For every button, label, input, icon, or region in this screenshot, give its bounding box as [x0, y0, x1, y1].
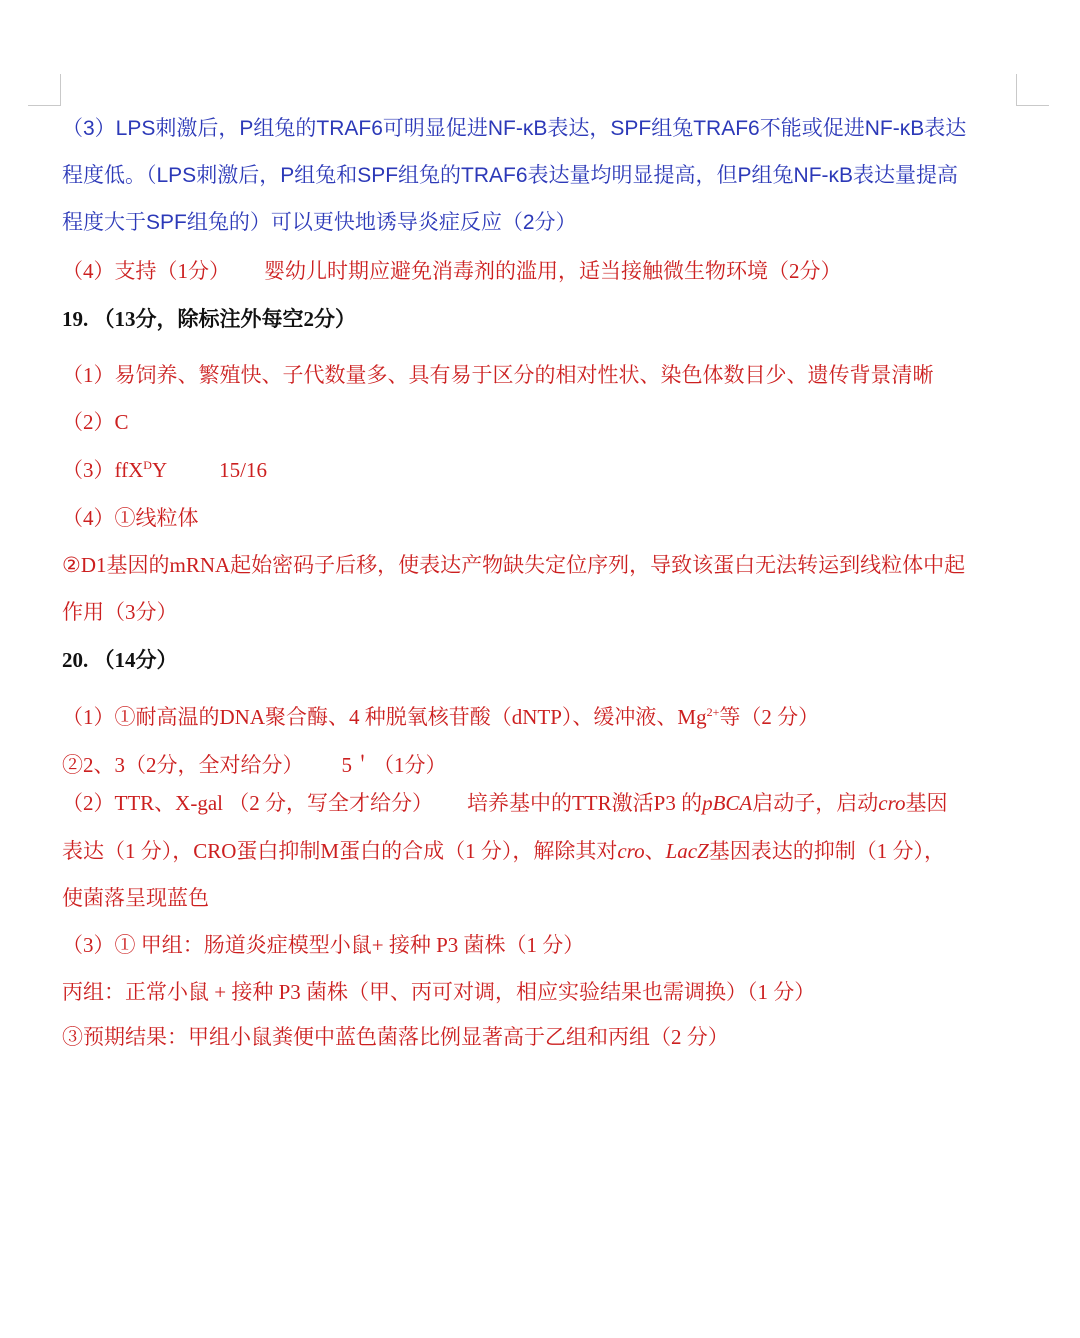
q20-part1-line2: [62, 751, 1022, 779]
crop-mark-right-vertical: [1016, 74, 1017, 106]
q20-part2-mech-a: 培养基中的TTR激活P3 的: [466, 791, 703, 815]
q20-part2-gene-cro: cro: [878, 791, 906, 815]
q20-part2-inducers: （2）TTR、X-gal （2 分，写全才给分）: [62, 791, 433, 815]
q18-part4-answer: （4）支持（1分）: [62, 259, 230, 283]
q18-part3-line3: 程度大于SPF组兔的）可以更快地诱导炎症反应（2分）: [62, 211, 577, 234]
q20-part2-line2-c: 基因表达的抑制（1 分），: [708, 839, 946, 863]
q20-part1-end: 5＇（1分）: [341, 753, 447, 777]
q20-part2-line2-lacz: LacZ: [665, 839, 709, 863]
q20-part3-group-a: （3）① 甲组：肠道炎症模型小鼠+ 接种 P3 菌株（1 分）: [62, 933, 585, 957]
q19-part3-genotype-suffix: Y: [151, 458, 168, 482]
q20-part2-line2-a: 表达（1 分），CRO蛋白抑制M蛋白的合成（1 分），解除其对: [62, 839, 618, 863]
q20-part2-line2-cro: cro: [617, 839, 645, 863]
q20-part1-score: 等（2 分）: [719, 705, 820, 729]
q20-part1-line1: [62, 703, 1022, 731]
q19-heading: 19. （13分，除标注外每空2分）: [62, 307, 356, 331]
q19-part3-genotype-prefix: （3）ffX: [62, 458, 144, 482]
q20-part1-primers: ②2、3（2分，全对给分）: [62, 753, 304, 777]
q20-heading: 20. （14分）: [62, 648, 178, 672]
q19-part4-a: （4）①线粒体: [62, 506, 199, 530]
q20-part2-mech-b: 启动子，启动: [752, 791, 879, 815]
q20-part2-promoter: pBCA: [702, 791, 753, 815]
q19-part4-b-line2: 作用（3分）: [62, 600, 178, 624]
q20-part3-expected-result: ③预期结果：甲组小鼠粪便中蓝色菌落比例显著高于乙组和丙组（2 分）: [62, 1025, 729, 1049]
q19-part3: [62, 456, 1022, 484]
q20-part2-mech-c: 基因: [905, 791, 948, 815]
q20-part1-reagents: （1）①耐高温的DNA聚合酶、4 种脱氧核苷酸（dNTP）、缓冲液、Mg: [62, 705, 707, 729]
q18-part4-explanation: 婴幼儿时期应避免消毒剂的滥用，适当接触微生物环境（2分）: [264, 259, 842, 283]
q18-part3-line2: 程度低。（LPS刺激后，P组兔和SPF组兔的TRAF6表达量均明显提高，但P组兔NF-κB表达量提高: [62, 164, 959, 187]
q19-part1: （1）易饲养、繁殖快、子代数量多、具有易于区分的相对性状、染色体数目少、遗传背景清晰: [62, 363, 934, 387]
q20-part2-line2-sep: 、: [644, 839, 666, 863]
q18-part3-line1: （3）LPS刺激后，P组兔的TRAF6可明显促进NF-κB表达，SPF组兔TRAF6不能或促进NF-κB表达: [62, 117, 967, 140]
q19-part4-b-line1: ②D1基因的mRNA起始密码子后移，使表达产物缺失定位序列，导致该蛋白无法转运到线粒体中起: [62, 553, 966, 577]
crop-mark-right-horizontal: [1016, 105, 1049, 106]
q20-part1-mg-charge: 2+: [706, 705, 720, 719]
q20-part2-line1: [62, 789, 1022, 817]
crop-mark-left-vertical: [60, 74, 61, 106]
q19-part3-genotype-sup: D: [143, 458, 152, 472]
crop-mark-left-horizontal: [28, 105, 61, 106]
q20-part2-line3: 使菌落呈现蓝色: [62, 886, 209, 910]
q19-part3-ratio: 15/16: [219, 458, 267, 482]
q20-part3-group-c: 丙组：正常小鼠 + 接种 P3 菌株（甲、丙可对调，相应实验结果也需调换）（1 分）: [62, 980, 816, 1004]
q18-part4-line: [62, 257, 1022, 285]
q19-part2: （2）C: [62, 410, 129, 434]
q20-part2-line2: [62, 837, 1022, 865]
